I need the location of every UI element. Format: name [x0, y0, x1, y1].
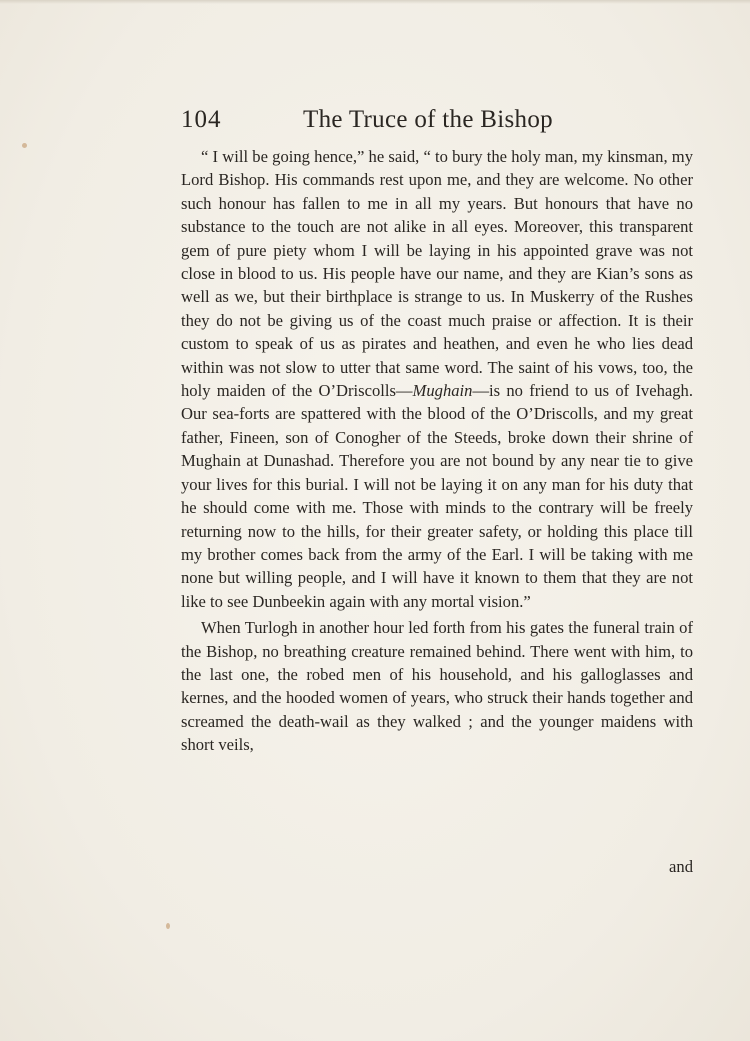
paragraph: [181, 616, 693, 756]
running-title: The Truce of the Bishop: [303, 106, 553, 133]
page-top-edge: [0, 0, 750, 4]
catchword: and: [669, 857, 693, 876]
page-number: 104: [181, 106, 222, 133]
paragraph: [181, 145, 693, 613]
body-text: [181, 145, 693, 757]
italic-name: Mughain: [412, 381, 473, 401]
paragraph-text: When Turlogh in another hour led forth from his gates the funeral train of the Bishop, no breathing creature remained behind. There went with him, to the last one, the robed men of his household, and his galloglasses and kernes, and the hooded women of years, who struck their hands together and screamed the death-wail as they walked ; and the younger maidens with short veils,: [181, 618, 693, 755]
paragraph-text: —is no friend to us of Ivehagh. Our sea-forts are spattered with the blood of the O’Driscolls, and my great father, Fineen, son of Conogher of the Steeds, broke down their shrine of Mughain at Dunashad. Therefore you are not bound by any near tie to give your lives for this burial. I will not be laying it on any man for his duty that he should come with me. Those with minds to the contrary will be freely returning now to the hills, for their greater safety, or holding this place till my brother comes back from the army of the Earl. I will be taking with me none but willing people, and I will have it known to them that they are not like to see Dunbeekin again with any mortal vision.”: [181, 381, 693, 611]
foxing-spot: [22, 143, 27, 148]
page-header: [181, 106, 691, 138]
paragraph-text: “ I will be going hence,” he said, “ to bury the holy man, my kinsman, my Lord Bishop. His commands rest upon me, and they are welcome. No other such honour has fallen to me in all my years. But honours that have no substance to the touch are not alike in all eyes. Moreover, this transparent gem of pure piety whom I will be laying in his appointed grave was not close in blood to us. His people have our name, and they are Kian’s sons as well as we, but their birthplace is strange to us. In Muskerry of the Rushes they do not be giving us of the coast much praise or affection. It is their custom to speak of us as pirates and heathen, and even he who lies dead within was not slow to utter that same word. The saint of his vows, too, the holy maiden of the O’Driscolls—: [181, 147, 693, 401]
foxing-spot: [166, 923, 170, 929]
